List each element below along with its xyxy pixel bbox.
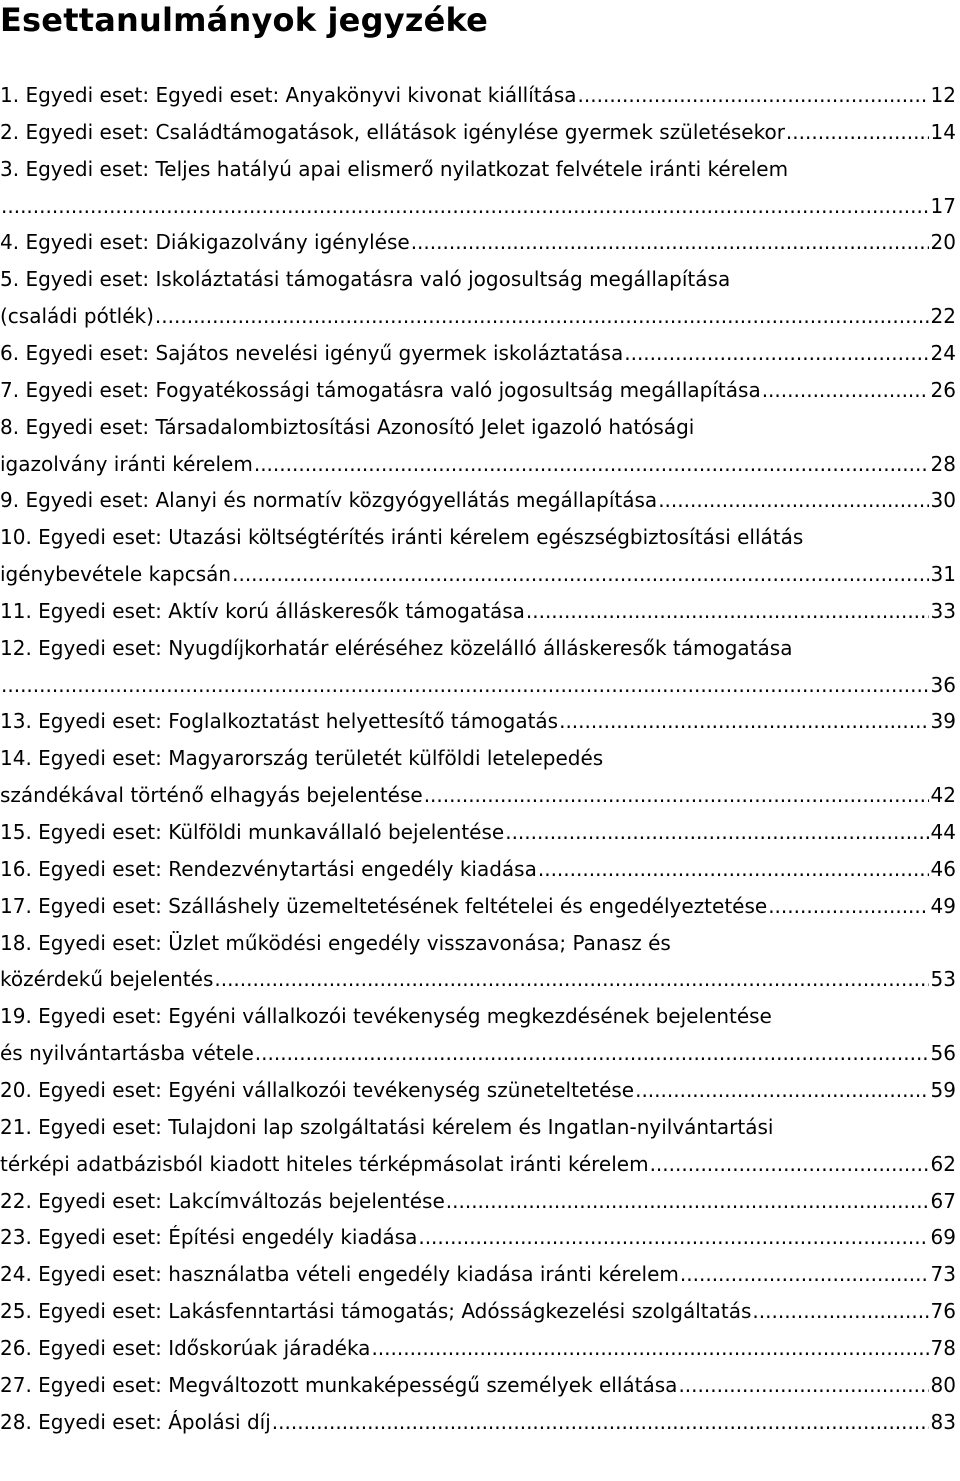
toc-entry-last-line [0, 780, 956, 810]
toc-page-number: 53 [930, 967, 956, 992]
toc-entry-text: szándékával történő elhagyás bejelentése [0, 783, 423, 808]
toc-entry-last-line [0, 559, 956, 589]
toc-entry-text: 28. Egyedi eset: Ápolási díj [0, 1409, 271, 1434]
dot-leader [526, 596, 929, 626]
toc-entry-last-line [0, 817, 956, 847]
toc-entry-text: 14. Egyedi eset: Magyarország területét külföldi letelepedés [0, 746, 604, 771]
toc-entry-last-line [0, 117, 956, 147]
toc-entry-text: 8. Egyedi eset: Társadalombiztosítási Azonosító Jelet igazoló hatósági [0, 414, 695, 439]
toc-entry-line [0, 264, 730, 294]
page-title: Esettanulmányok jegyzéke [0, 1, 489, 39]
toc-page-number: 20 [930, 230, 956, 255]
toc-entry-text: 25. Egyedi eset: Lakásfenntartási támogatás; Adósságkezelési szolgáltatás [0, 1299, 752, 1324]
toc-entry-text: igazolvány iránti kérelem [0, 451, 253, 476]
toc-entry-last-line [0, 1333, 956, 1363]
toc-entry-text: 27. Egyedi eset: Megváltozott munkaképességű személyek ellátása [0, 1372, 678, 1397]
toc-entry-last-line [0, 1186, 956, 1216]
toc-entry-last-line [0, 80, 956, 110]
toc-entry-last-line [0, 338, 956, 368]
toc-entry-last-line [0, 854, 956, 884]
toc-page-number: 12 [930, 83, 956, 107]
dot-leader [635, 1075, 928, 1105]
toc-entry-text: 2. Egyedi eset: Családtámogatások, ellátások igénylése gyermek születésekor [0, 119, 785, 144]
dot-leader [254, 449, 929, 479]
dot-leader [678, 1370, 928, 1400]
toc-entry-last-line [0, 1075, 956, 1105]
toc-page-number: 39 [930, 709, 956, 734]
toc-entry-text: 17. Egyedi eset: Szálláshely üzemeltetésének feltételei és engedélyeztetése [0, 893, 768, 918]
dot-leader [255, 1038, 929, 1068]
dot-leader [411, 227, 929, 257]
toc-entry-text: 13. Egyedi eset: Foglalkoztatást helyettesítő támogatás [0, 709, 559, 734]
toc-entry-last-line [0, 1222, 956, 1252]
toc-entry-last-line [0, 670, 956, 700]
toc-entry-text: 1. Egyedi eset: Egyedi eset: Anyakönyvi kivonat kiállítása [0, 83, 577, 107]
toc-entry-text: és nyilvántartásba vétele [0, 1041, 254, 1066]
toc-entry-text: 22. Egyedi eset: Lakcímváltozás bejelentése [0, 1188, 445, 1213]
toc-entry-text: 24. Egyedi eset: használatba vételi engedély kiadása iránti kérelem [0, 1262, 679, 1287]
toc-page-number: 14 [930, 119, 956, 144]
toc-entry-text: 7. Egyedi eset: Fogyatékossági támogatásra való jogosultság megállapítása [0, 377, 761, 402]
dot-leader [578, 80, 929, 110]
toc-entry-text: 21. Egyedi eset: Tulajdoni lap szolgáltatási kérelem és Ingatlan-nyilvántartási [0, 1114, 774, 1139]
toc-page-number: 78 [930, 1335, 956, 1360]
toc-page-number: 22 [930, 304, 956, 329]
dot-leader [418, 1222, 928, 1252]
dot-leader [1, 191, 929, 221]
dot-leader [559, 706, 928, 736]
dot-leader [232, 559, 928, 589]
toc-entry-last-line [0, 964, 956, 994]
toc-entry-last-line [0, 1296, 956, 1326]
toc-entry-last-line [0, 191, 956, 221]
toc-entry-text: 15. Egyedi eset: Külföldi munkavállaló bejelentése [0, 820, 505, 844]
dot-leader [272, 1407, 929, 1437]
toc-entry-last-line [0, 375, 956, 405]
toc-entry-line [0, 412, 694, 442]
toc-entry-line [0, 1112, 773, 1142]
dot-leader [538, 854, 929, 884]
dot-leader [786, 117, 929, 147]
toc-entry-line [0, 1001, 772, 1031]
toc-page-number: 83 [930, 1409, 956, 1434]
toc-page-number: 80 [930, 1372, 956, 1397]
dot-leader [446, 1186, 929, 1216]
toc-entry-text: 19. Egyedi eset: Egyéni vállalkozói tevékenység megkezdésének bejelentése [0, 1004, 772, 1029]
toc-entry-text: 6. Egyedi eset: Sajátos nevelési igényű gyermek iskoláztatása [0, 340, 624, 365]
toc-entry-line [0, 928, 671, 958]
toc-entry-line [0, 743, 603, 773]
dot-leader [650, 1149, 929, 1179]
toc-entry-text: 20. Egyedi eset: Egyéni vállalkozói tevékenység szüneteltetése [0, 1077, 635, 1102]
dot-leader [658, 485, 928, 515]
toc-entry-last-line [0, 485, 956, 515]
toc-entry-last-line [0, 596, 956, 626]
dot-leader [768, 891, 928, 921]
toc-entry-last-line [0, 1407, 956, 1437]
toc-page-number: 31 [930, 562, 956, 587]
toc-entry-text: 11. Egyedi eset: Aktív korú álláskeresők támogatása [0, 598, 525, 623]
toc-page-number: 69 [930, 1225, 956, 1250]
toc-page-number: 56 [930, 1041, 956, 1066]
dot-leader [1, 670, 929, 700]
toc-entry-text: igénybevétele kapcsán [0, 562, 232, 587]
toc-entry-last-line [0, 301, 956, 331]
dot-leader [752, 1296, 928, 1326]
dot-leader [371, 1333, 928, 1363]
toc-page-number: 26 [930, 377, 956, 402]
toc-entry-text: közérdekű bejelentés [0, 967, 214, 992]
toc-entry-line [0, 522, 803, 552]
toc-entry-last-line [0, 706, 956, 736]
dot-leader [214, 964, 928, 994]
toc-entry-last-line [0, 1259, 956, 1289]
dot-leader [762, 375, 929, 405]
toc-entry-last-line [0, 891, 956, 921]
toc-page-number: 49 [930, 893, 956, 918]
toc-entry-line [0, 154, 788, 184]
toc-entry-last-line [0, 227, 956, 257]
toc-entry-text: térképi adatbázisból kiadott hiteles térképmásolat iránti kérelem [0, 1151, 649, 1176]
toc-entry-text: 3. Egyedi eset: Teljes hatályú apai elismerő nyilatkozat felvétele iránti kérelem [0, 156, 789, 181]
toc-page-number: 67 [930, 1188, 956, 1213]
toc-entry-text: 16. Egyedi eset: Rendezvénytartási engedély kiadása [0, 856, 537, 881]
dot-leader [155, 301, 929, 331]
dot-leader [505, 817, 928, 847]
toc-entry-text: 12. Egyedi eset: Nyugdíjkorhatár eléréséhez közelálló álláskeresők támogatása [0, 635, 793, 660]
dot-leader [624, 338, 928, 368]
toc-page-number: 28 [930, 451, 956, 476]
dot-leader [680, 1259, 929, 1289]
toc-page-number: 42 [930, 783, 956, 808]
toc-entry-last-line [0, 1370, 956, 1400]
toc-page-number: 17 [930, 193, 956, 218]
toc-page-number: 62 [930, 1151, 956, 1176]
toc-entry-text: 18. Egyedi eset: Üzlet működési engedély visszavonása; Panasz és [0, 930, 671, 955]
toc-entry-last-line [0, 1038, 956, 1068]
toc-page-number: 46 [930, 856, 956, 881]
toc-entry-text: 26. Egyedi eset: Időskorúak járadéka [0, 1335, 371, 1360]
toc-entry-line [0, 633, 792, 663]
toc-entry-last-line [0, 1149, 956, 1179]
toc-page-number: 44 [930, 820, 956, 844]
toc-page-number: 24 [930, 340, 956, 365]
toc-page-number: 73 [930, 1262, 956, 1287]
toc-entry-text: 23. Egyedi eset: Építési engedély kiadása [0, 1225, 418, 1250]
toc-entry-text: 9. Egyedi eset: Alanyi és normatív közgyógyellátás megállapítása [0, 488, 658, 513]
toc-page-number: 76 [930, 1299, 956, 1324]
toc-entry-last-line [0, 449, 956, 479]
toc-entry-text: 4. Egyedi eset: Diákigazolvány igénylése [0, 230, 410, 255]
toc-page-number: 33 [930, 598, 956, 623]
toc-page-number: 59 [930, 1077, 956, 1102]
toc-entry-text: (családi pótlék) [0, 304, 154, 329]
dot-leader [424, 780, 929, 810]
toc-entry-text: 10. Egyedi eset: Utazási költségtérítés iránti kérelem egészségbiztosítási ellátás [0, 525, 804, 550]
toc-page-number: 30 [930, 488, 956, 513]
toc-entry-text: 5. Egyedi eset: Iskoláztatási támogatásra való jogosultság megállapítása [0, 267, 731, 292]
toc-page-number: 36 [930, 672, 956, 697]
